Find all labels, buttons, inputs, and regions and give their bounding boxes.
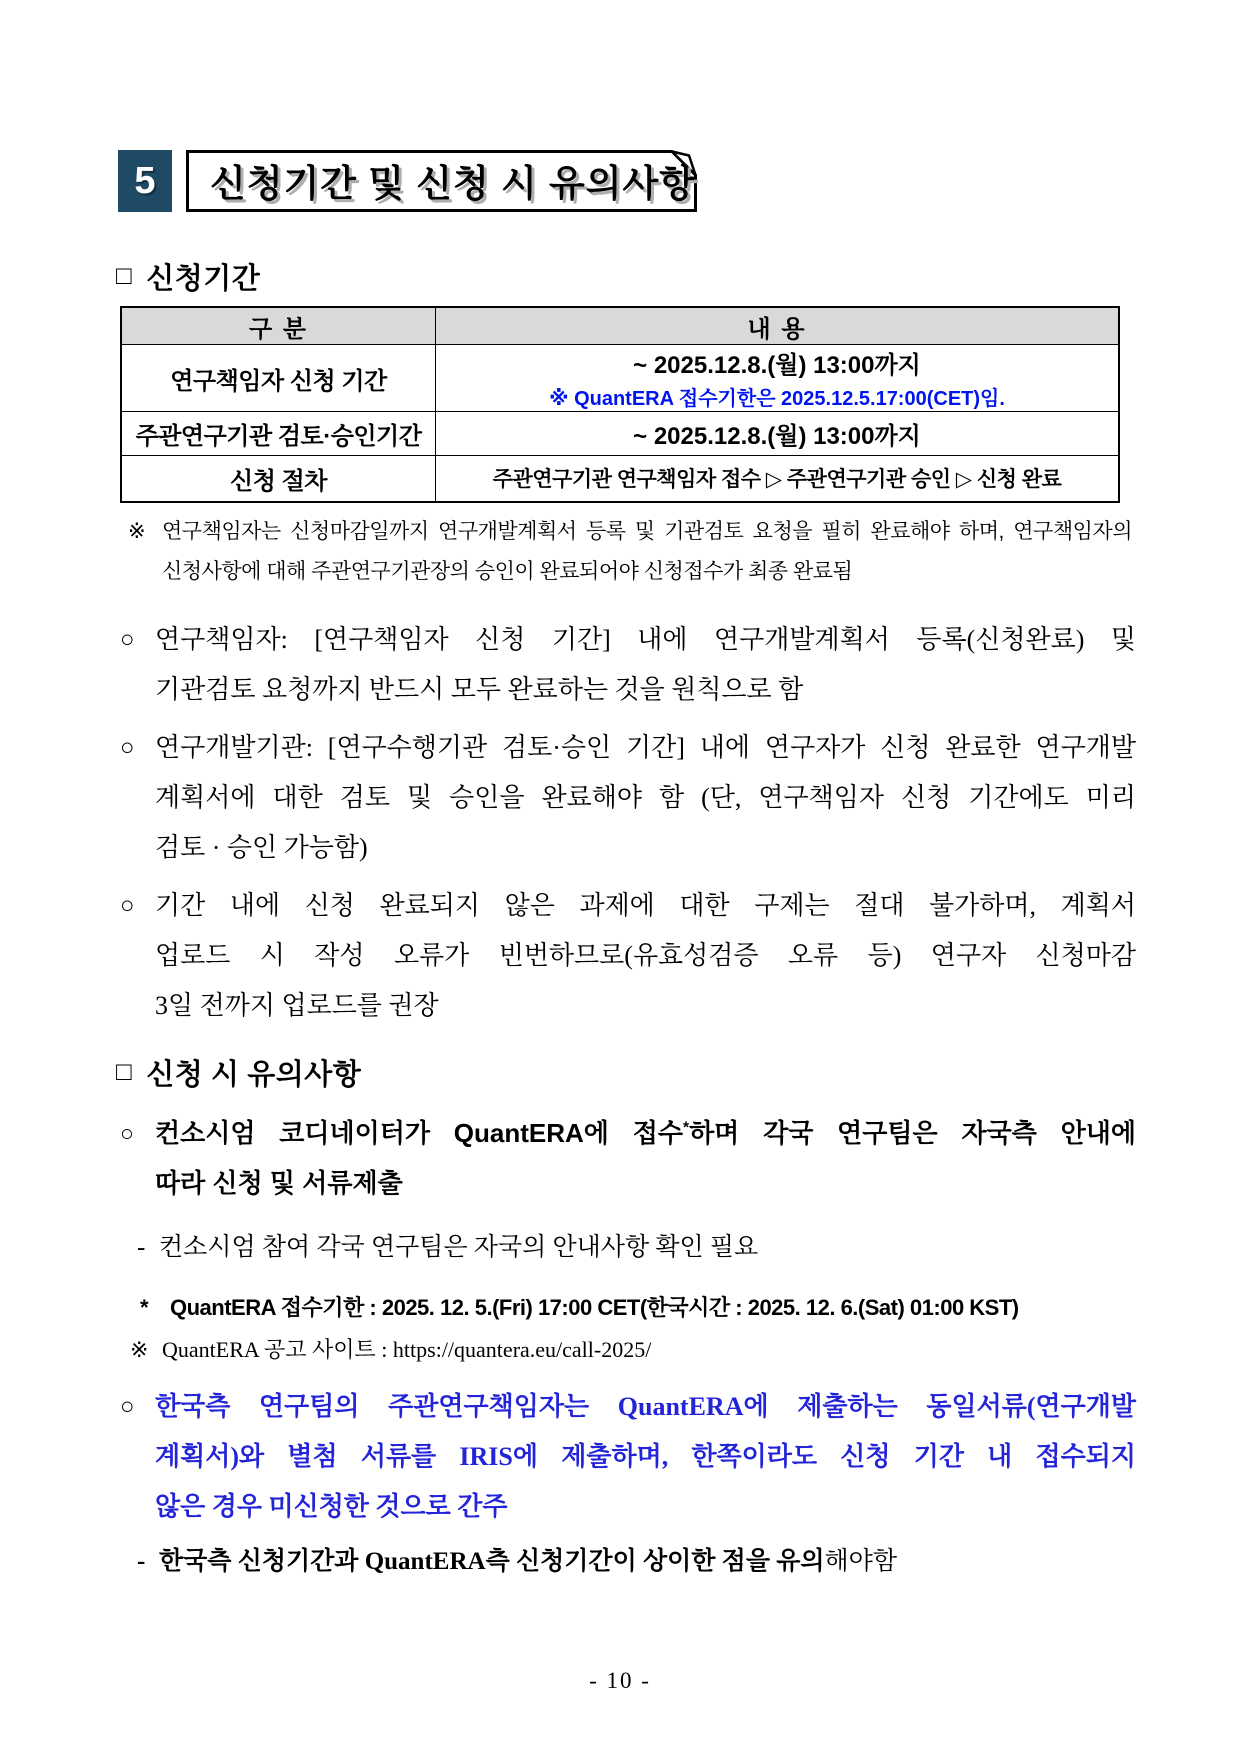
- notice-bullets-blue: [120, 1382, 1136, 1540]
- reference-note-quantera-site: [130, 1332, 1136, 1368]
- section-title-box: [186, 150, 697, 212]
- section-number: 5: [134, 159, 156, 202]
- circle-bullet-icon: ○: [120, 893, 135, 919]
- bullet-line: 한국측 연구팀의 주관연구책임자는 QuantERA에 제출하는 동일서류(연구개발: [155, 1392, 1136, 1421]
- row-label: 신청 절차: [121, 456, 436, 502]
- bullet-line: 기간 내에 신청 완료되지 않은 과제에 대한 구제는 절대 불가하며, 계획서: [155, 891, 1136, 920]
- bullet-line: 계획서)와 별첨 서류를 IRIS에 제출하며, 한쪽이라도 신청 기간 내 접수되지: [155, 1442, 1136, 1471]
- row-value-cell: [436, 345, 1120, 412]
- subsection-heading-text: 신청기간: [146, 263, 261, 295]
- square-bullet-icon: □: [116, 260, 133, 290]
- col-header-content: 내 용: [436, 307, 1120, 345]
- notice-bullets-top: [120, 1108, 1136, 1216]
- circle-bullet-icon: ○: [120, 1120, 134, 1146]
- footnote-line-1: 연구책임자는 신청마감일까지 연구개발계획서 등록 및 기관검토 요청을 필히 완료해야 하며, 연구책임자의: [162, 520, 1132, 543]
- bullet-line: 연구책임자: [연구책임자 신청 기간] 내에 연구개발계획서 등록(신청완료) 및: [155, 625, 1136, 654]
- bullet-line: 기관검토 요청까지 반드시 모두 완료하는 것을 원칙으로 함: [155, 675, 804, 704]
- row-value: ~ 2025.12.8.(월) 13:00까지: [633, 352, 921, 379]
- star-note-quantera-deadline: [140, 1290, 1136, 1326]
- bullet-line: 따라 신청 및 서류제출: [155, 1168, 403, 1198]
- bullet-item-consortium: [120, 1108, 1136, 1208]
- bullet-line: 연구개발기관: [연구수행기관 검토·승인 기간] 내에 연구자가 신청 완료한 연구개발: [155, 733, 1136, 762]
- dash-marker-icon: -: [137, 1548, 146, 1575]
- square-bullet-icon: □: [116, 1056, 133, 1086]
- sub-bullet-consortium-teams: [137, 1228, 1135, 1268]
- table-row-pi-period: [121, 345, 1119, 412]
- row-subnote-quantera-deadline: ※ QuantERA 접수기한은 2025.12.5.17:00(CET)임.: [549, 388, 1005, 410]
- star-note-text: QuantERA 접수기한 : 2025. 12. 5.(Fri) 17:00 CET(한국시간 : 2025. 12. 6.(Sat) 01:00 KST): [170, 1295, 1019, 1320]
- row-label: 연구책임자 신청 기간: [121, 345, 436, 412]
- bullet-item-no-remedy: [120, 881, 1136, 1031]
- bullet-line: 3일 전까지 업로드를 권장: [155, 991, 439, 1020]
- table-footnote: [128, 512, 1132, 592]
- bullet-line: 검토 · 승인 가능함): [155, 833, 368, 862]
- table-row-institution-review: [121, 412, 1119, 456]
- circle-bullet-icon: ○: [120, 1394, 135, 1420]
- circle-bullet-icon: ○: [120, 735, 135, 761]
- dash-marker-icon: -: [137, 1234, 146, 1261]
- apply-period-table: [120, 306, 1120, 503]
- circle-bullet-icon: ○: [120, 627, 135, 653]
- section-number-badge: [118, 150, 172, 212]
- col-header-category: 구 분: [121, 307, 436, 345]
- sub-bullet-text: 컨소시엄 참여 각국 연구팀은 자국의 안내사항 확인 필요: [159, 1234, 759, 1261]
- page-number: - 10 -: [589, 1668, 651, 1693]
- bullet-item-pi: [120, 615, 1136, 715]
- bullet-line: 업로드 시 작성 오류가 빈번하므로(유효성검증 오류 등) 연구자 신청마감: [155, 941, 1136, 970]
- sub-bullet-period-difference: [137, 1542, 1135, 1582]
- row-label: 주관연구기관 검토·승인기간: [121, 412, 436, 456]
- asterisk-marker-icon: *: [140, 1295, 149, 1320]
- asterisk-superscript: *: [682, 1119, 690, 1137]
- bullet-line: 않은 경우 미신청한 것으로 간주: [155, 1492, 508, 1521]
- section-header: [118, 150, 697, 212]
- bullet-item-institution: [120, 723, 1136, 873]
- reference-mark-icon: ※: [128, 520, 146, 543]
- footnote-line-2: 신청사항에 대해 주관연구기관장의 승인이 완료되어야 신청접수가 최종 완료됨: [162, 560, 853, 583]
- row-value: ~ 2025.12.8.(월) 13:00까지: [436, 412, 1120, 456]
- section-title: 신청기간 및 신청 시 유의사항: [210, 163, 697, 204]
- bullet-line: 컨소시엄 코디네이터가 QuantERA에 접수*하며 각국 연구팀은 자국측 안내에: [155, 1118, 1136, 1148]
- apply-period-bullets: [120, 615, 1136, 1039]
- subsection-heading-apply-period: [116, 256, 260, 297]
- sub-bullet-text-bold: 한국측 신청기간과 QuantERA측 신청기간이 상이한 점을 유의: [159, 1548, 825, 1575]
- bullet-item-iris-submission: [120, 1382, 1136, 1532]
- subsection-heading-notice: [116, 1052, 361, 1093]
- table-row-procedure: [121, 456, 1119, 502]
- row-value-procedure: 주관연구기관 연구책임자 접수 ▷ 주관연구기관 승인 ▷ 신청 완료: [436, 456, 1120, 502]
- bullet-line: 계획서에 대한 검토 및 승인을 완료해야 함 (단, 연구책임자 신청 기간에도 미리: [155, 783, 1136, 812]
- site-note-text: QuantERA 공고 사이트 : https://quantera.eu/call-2025/: [162, 1337, 652, 1362]
- table-header-row: [121, 307, 1119, 345]
- sub-bullet-text-regular: 해야함: [824, 1548, 897, 1575]
- reference-mark-icon: ※: [130, 1337, 149, 1362]
- subsection-heading-text: 신청 시 유의사항: [146, 1059, 362, 1091]
